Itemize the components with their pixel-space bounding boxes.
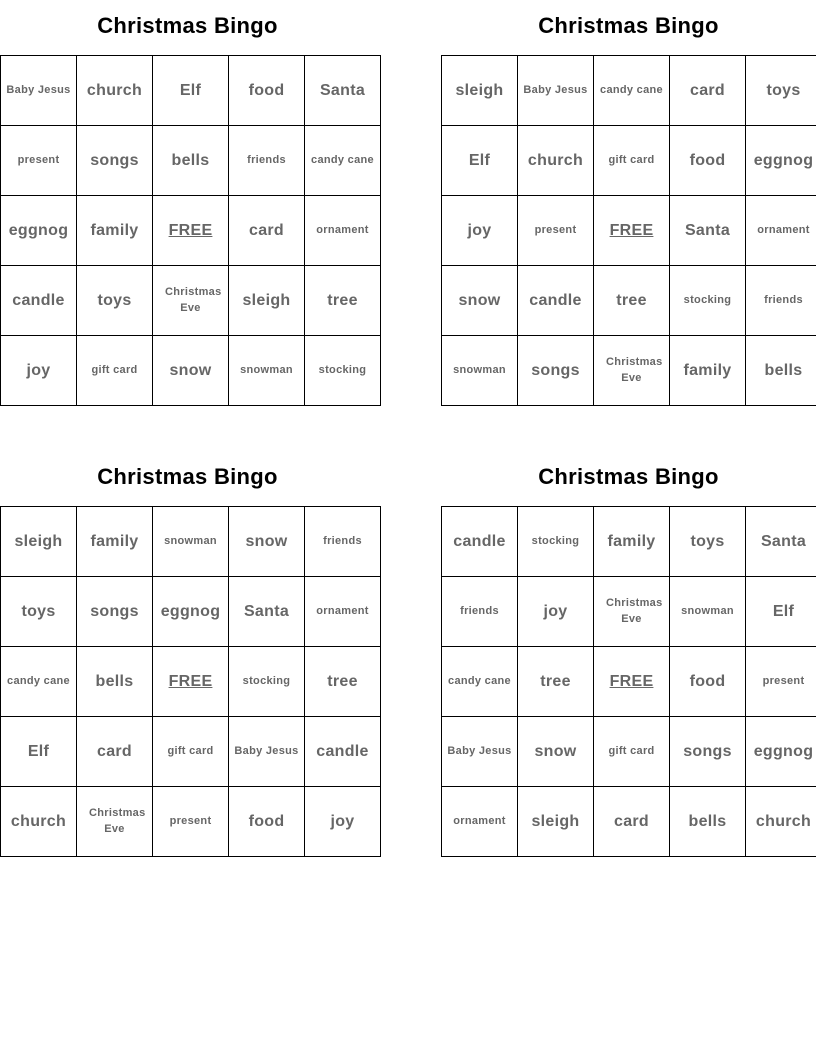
card-title: Christmas Bingo — [538, 13, 719, 38]
bingo-cell: snowman — [153, 507, 229, 577]
bingo-cell: Santa — [229, 577, 305, 647]
bingo-cell: candy cane — [442, 647, 518, 717]
card-title: Christmas Bingo — [97, 464, 278, 489]
bingo-cell: bells — [77, 647, 153, 717]
free-space-cell: FREE — [594, 196, 670, 266]
bingo-grid — [0, 506, 381, 857]
bingo-cell: church — [1, 787, 77, 857]
bingo-cell: card — [670, 56, 746, 126]
bingo-cell: church — [518, 126, 594, 196]
bingo-cell: food — [229, 787, 305, 857]
bingo-cell: card — [77, 717, 153, 787]
bingo-cell: friends — [746, 266, 816, 336]
bingo-cell: stocking — [518, 507, 594, 577]
grid-row — [442, 577, 816, 647]
bingo-cell: bells — [670, 787, 746, 857]
grid-row — [442, 336, 816, 406]
bingo-cell: Christmas Eve — [594, 577, 670, 647]
bingo-cell: candy cane — [594, 56, 670, 126]
bingo-cell: stocking — [670, 266, 746, 336]
grid-row — [1, 577, 381, 647]
bingo-cell: snowman — [442, 336, 518, 406]
grid-row — [442, 266, 816, 336]
grid-row — [1, 196, 381, 266]
grid-row — [442, 507, 816, 577]
bingo-cell: friends — [305, 507, 381, 577]
grid-row — [1, 126, 381, 196]
bingo-cell: eggnog — [746, 717, 816, 787]
bingo-cell: eggnog — [746, 126, 816, 196]
bingo-cell: Baby Jesus — [229, 717, 305, 787]
bingo-cell: stocking — [305, 336, 381, 406]
bingo-cell: present — [746, 647, 816, 717]
bingo-cell: songs — [518, 336, 594, 406]
bingo-cell: toys — [77, 266, 153, 336]
bingo-cell: Santa — [746, 507, 816, 577]
bingo-cell: snowman — [229, 336, 305, 406]
bingo-cell: joy — [1, 336, 77, 406]
bingo-cell: toys — [746, 56, 816, 126]
card-title: Christmas Bingo — [97, 13, 278, 38]
bingo-cell: ornament — [305, 196, 381, 266]
bingo-cell: sleigh — [518, 787, 594, 857]
grid-row — [1, 336, 381, 406]
bingo-cell: Elf — [746, 577, 816, 647]
bingo-cell: candy cane — [1, 647, 77, 717]
free-space-cell: FREE — [153, 196, 229, 266]
bingo-cell: Baby Jesus — [442, 717, 518, 787]
grid-row — [1, 787, 381, 857]
bingo-cell: gift card — [153, 717, 229, 787]
bingo-cell: eggnog — [1, 196, 77, 266]
bingo-cell: Baby Jesus — [518, 56, 594, 126]
bingo-cell: songs — [77, 126, 153, 196]
bingo-cell: snow — [229, 507, 305, 577]
bingo-cell: food — [670, 126, 746, 196]
card-title: Christmas Bingo — [538, 464, 719, 489]
free-space-cell: FREE — [153, 647, 229, 717]
bingo-cell: snow — [153, 336, 229, 406]
grid-row — [442, 56, 816, 126]
bingo-cell: card — [594, 787, 670, 857]
bingo-cell: songs — [670, 717, 746, 787]
bingo-cell: food — [670, 647, 746, 717]
grid-row — [1, 717, 381, 787]
bingo-cell: friends — [229, 126, 305, 196]
bingo-cell: family — [77, 507, 153, 577]
bingo-cell: toys — [670, 507, 746, 577]
bingo-cell: candle — [518, 266, 594, 336]
bingo-cell: joy — [518, 577, 594, 647]
bingo-grid — [441, 55, 816, 406]
bingo-cell: candle — [442, 507, 518, 577]
bingo-cell: songs — [77, 577, 153, 647]
bingo-cell: joy — [305, 787, 381, 857]
bingo-cell: bells — [153, 126, 229, 196]
bingo-cell: family — [77, 196, 153, 266]
free-space-cell: FREE — [594, 647, 670, 717]
bingo-cell: card — [229, 196, 305, 266]
bingo-cell: snow — [442, 266, 518, 336]
bingo-cell: sleigh — [1, 507, 77, 577]
bingo-cell: Elf — [153, 56, 229, 126]
bingo-cell: snow — [518, 717, 594, 787]
bingo-cell: Christmas Eve — [77, 787, 153, 857]
bingo-cell: ornament — [305, 577, 381, 647]
bingo-cell: food — [229, 56, 305, 126]
bingo-cell: Christmas Eve — [153, 266, 229, 336]
bingo-cell: tree — [305, 647, 381, 717]
bingo-cell: snowman — [670, 577, 746, 647]
bingo-cell: candle — [1, 266, 77, 336]
grid-row — [442, 126, 816, 196]
bingo-cell: gift card — [594, 717, 670, 787]
bingo-cell: ornament — [746, 196, 816, 266]
bingo-cell: Santa — [670, 196, 746, 266]
grid-row — [1, 56, 381, 126]
bingo-cell: Santa — [305, 56, 381, 126]
bingo-cell: tree — [518, 647, 594, 717]
bingo-grid — [441, 506, 816, 857]
grid-row — [1, 507, 381, 577]
grid-row — [1, 647, 381, 717]
bingo-cell: eggnog — [153, 577, 229, 647]
bingo-cell: family — [670, 336, 746, 406]
bingo-cell: Elf — [1, 717, 77, 787]
bingo-cell: family — [594, 507, 670, 577]
bingo-cell: joy — [442, 196, 518, 266]
bingo-cell: present — [518, 196, 594, 266]
bingo-cell: tree — [305, 266, 381, 336]
bingo-cell: Christmas Eve — [594, 336, 670, 406]
bingo-cell: gift card — [77, 336, 153, 406]
bingo-cell: candle — [305, 717, 381, 787]
bingo-cell: stocking — [229, 647, 305, 717]
bingo-grid — [0, 55, 381, 406]
grid-row — [442, 717, 816, 787]
bingo-cell: church — [746, 787, 816, 857]
bingo-cell: sleigh — [442, 56, 518, 126]
grid-row — [442, 196, 816, 266]
grid-row — [442, 647, 816, 717]
bingo-cell: toys — [1, 577, 77, 647]
bingo-cell: candy cane — [305, 126, 381, 196]
bingo-cell: sleigh — [229, 266, 305, 336]
bingo-cell: present — [153, 787, 229, 857]
bingo-cell: tree — [594, 266, 670, 336]
bingo-cell: friends — [442, 577, 518, 647]
bingo-cell: Elf — [442, 126, 518, 196]
bingo-cell: church — [77, 56, 153, 126]
bingo-cell: gift card — [594, 126, 670, 196]
bingo-cell: ornament — [442, 787, 518, 857]
bingo-cell: present — [1, 126, 77, 196]
bingo-cell: Baby Jesus — [1, 56, 77, 126]
bingo-cell: bells — [746, 336, 816, 406]
grid-row — [1, 266, 381, 336]
grid-row — [442, 787, 816, 857]
